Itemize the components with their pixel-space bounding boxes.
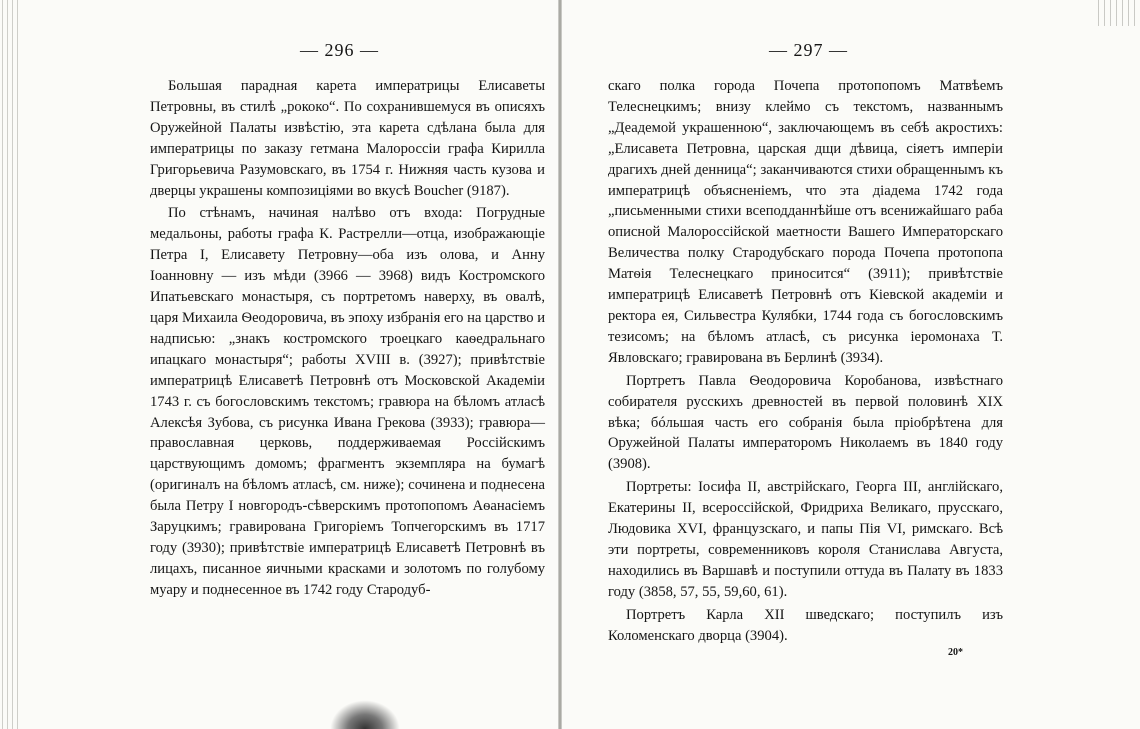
book-gutter [558,0,562,729]
paragraph-continuation: скаго полка города Почепа протопопомъ Матвѣемъ Телеснецкимъ; внизу клеймо съ текстомъ, названнымъ „Деадемой украшенною“, заключающемъ въ себѣ акростихъ: „Елисавета Петровна, царская дщи дѣвица, сіяетъ имперіи драгихъ дней денница“; заканчиваются стихи обращеннымъ къ императрицѣ объясненіемъ, что эта діадема 1742 года „письменными стихи всеподданнѣйше отъ всенижайшаго раба описной Малороссійской маетности Вашего Императорскаго Величества полку Стародубскаго порода Почепа протопопа Матѳія Телеснецкаго приносится“ (3911); привѣтствіе императрицѣ Елисаветѣ Петровнѣ отъ Кіевской академіи и ректора ея, Сильвестра Кулябки, 1744 года съ богословскимъ тезисомъ; на бѣломъ атласѣ, съ рисунка іеромонаха Т. Явловскаго; гравирована въ Берлинѣ (3934). [608,78,1003,366]
left-page-text [150,76,545,601]
paragraph-korobanov: Портретъ Павла Ѳеодоровича Коробанова, извѣстнаго собирателя русскихъ древностей въ первой половинѣ XIX вѣка; бóльшая часть его собранія была пріобрѣтена для Оружейной Палаты императоромъ Николаемъ въ 1840 году (3908). [608,372,1003,473]
left-page [150,0,545,729]
paragraph-charles-xii: Портретъ Карла XII шведскаго; поступилъ изъ Коломенскаго дворца (3904). [608,606,1003,644]
page-number-left: — 296 — [300,40,379,60]
right-page-edges [1096,0,1140,26]
paragraph-portraits: Портреты: Іосифа II, австрійскаго, Георга III, англійскаго, Екатерины II, всероссійской, Фридриха Великаго, прусскаго, Людовика XVI, французскаго, и папы Пія VI, римскаго. Всѣ эти портреты, современниковъ короля Станислава Августа, находились въ Варшавѣ и поступили оттуда въ Палату въ 1833 году (3858, 57, 55, 59,60, 61). [608,479,1003,600]
page-number-right: — 297 — [769,40,848,60]
printer-signature: 20* [948,647,963,658]
left-page-edges [0,0,22,729]
right-page [608,0,1003,729]
paragraph-carriage: Большая парадная карета императрицы Елисаветы Петровны, въ стилѣ „рококо“. По сохранившемуся въ описяхъ Оружейной Палаты извѣстію, эта карета сдѣлана была для императрицы по заказу гетмана Малороссіи графа Кирилла Григорьевича Разумовскаго, въ 1754 г. Нижняя часть кузова и дверцы украшены композиціями во вкусѣ Boucher (9187). [150,78,545,199]
paragraph-wall-items: По стѣнамъ, начиная налѣво отъ входа: Погрудные медальоны, работы графа К. Растрелли—отца, изображающіе Петра I, Елисавету Петровну—оба изъ олова, и Анну Іоанновну — изъ мѣди (3966 — 3968) видъ Костромского Ипатьевскаго монастыря, съ портретомъ наверху, въ овалѣ, царя Михаила Ѳеодоровича, въ эпоху избранія его на царство и надписью: „знакъ костромского троецкаго каѳедральнаго ипацкаго монастыря“; работы XVIII в. (3927); привѣтствіе императрицѣ Елисаветѣ Петровнѣ отъ Московской Академіи 1743 г. съ богословскимъ текстомъ; гравюра на бѣломъ атласѣ Алексѣя Зубова, съ рисунка Ивана Грекова (3933); гравюра—православная церковь, поддерживаемая Россійскимъ царствующимъ домомъ; фрагментъ экземпляра на бумагѣ (оригиналъ на бѣломъ атласѣ, см. ниже); сочинена и поднесена была Петру I новгородъ-сѣверскимъ протопопомъ Аѳанасіемъ Заруцкимъ; гравирована Григоріемъ Топчегорскимъ въ 1717 году (3930); привѣтствіе императрицѣ Елисаветѣ Петровнѣ въ лицахъ, писанное яичными красками и золотомъ по голубому муару и поднесенное въ 1742 году Стародуб- [150,205,545,598]
right-page-text [608,76,1003,646]
